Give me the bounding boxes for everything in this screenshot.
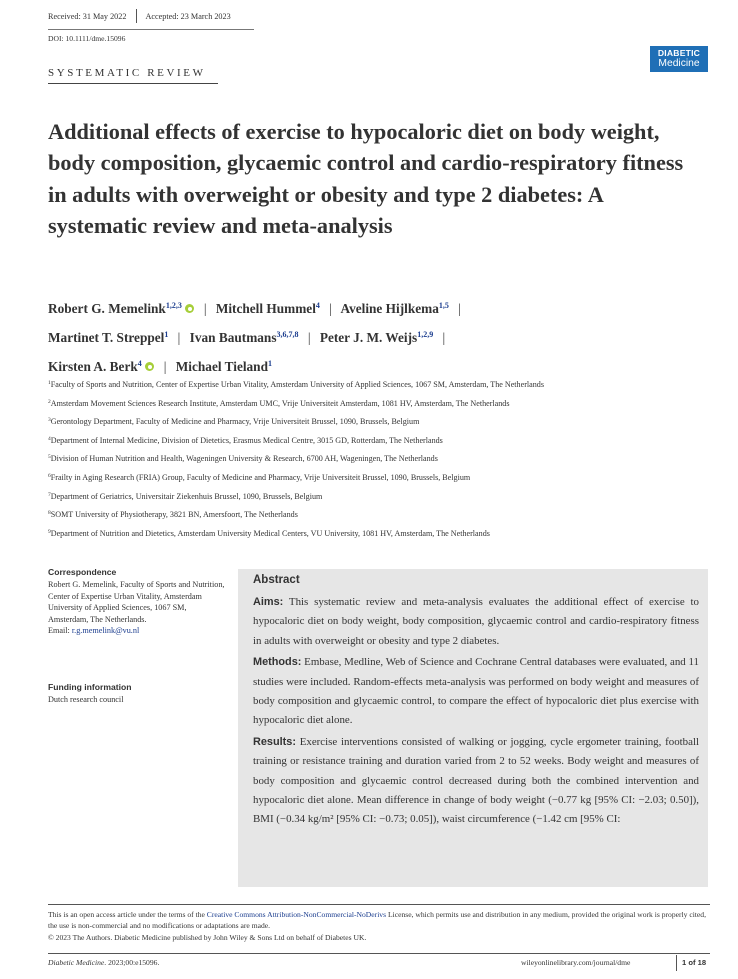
- orcid-icon[interactable]: [145, 362, 154, 371]
- article-title: Additional effects of exercise to hypocaloric diet on body weight, body composition, glycaemic control and cardio-respiratory fitness in adults with overweight or obesity and type 2 diabetes: A systematic review and meta-analysis: [48, 119, 684, 238]
- aims-label: Aims:: [253, 596, 284, 608]
- abstract-box: [238, 569, 708, 887]
- author-affiliation-numbers: 1,5: [438, 301, 449, 310]
- affiliation: [48, 413, 718, 432]
- affiliation: [48, 488, 718, 507]
- header-rule: [48, 29, 254, 30]
- methods-text: Embase, Medline, Web of Science and Cochrane Central databases were evaluated, and 11 studies were included. Random-effects meta-analysis was performed on body weight and measures of body composition and glycaemic control, to compare the effect of hypocaloric diet plus exercise with hypocaloric diet alone.: [253, 656, 699, 727]
- journal-website-link[interactable]: wileyonlinelibrary.com/journal/dme: [521, 958, 631, 967]
- methods-label: Methods:: [253, 656, 302, 669]
- affiliation: [48, 432, 718, 451]
- affiliation-number: 6: [48, 472, 51, 479]
- email-label: Email:: [48, 626, 72, 636]
- author[interactable]: [48, 330, 168, 345]
- affiliation: [48, 450, 718, 469]
- affiliation-text: Gerontology Department, Faculty of Medicine and Pharmacy, Vrije Universiteit Brussel, 1090, Brussels, Belgium: [50, 417, 420, 427]
- funding-block: [48, 682, 228, 706]
- affiliation-list: [48, 376, 718, 543]
- author-name: Michael Tieland: [175, 359, 268, 374]
- copyright-notice: © 2023 The Authors. Diabetic Medicine published by John Wiley & Sons Ltd on behalf of Diabetes UK.: [48, 932, 367, 942]
- author-name: Mitchell Hummel: [215, 301, 316, 316]
- logo-line-2: Medicine: [658, 57, 700, 69]
- affiliation-text: Department of Internal Medicine, Division of Dietetics, Erasmus Medical Centre, 3015 GD, Rotterdam, The Netherlands: [50, 435, 443, 445]
- author-affiliation-numbers: 1: [164, 330, 169, 339]
- license-notice: [48, 909, 708, 943]
- results-text: Exercise interventions consisted of walking or jogging, cycle ergometer training, football training or resistance training and duration varied from 2 to 52 weeks. Body weight and measures of body composition and glycaemic control decreased during both the combined intervention and hypocaloric diet alone. Mean difference in change of body weight (−0.77 kg [95% CI: −2.03; 0.50]), BMI (−0.34 kg/m² [95% CI: −0.73; 0.05]), waist circumference (−1.42 cm [95% CI:: [253, 735, 699, 826]
- page-number-divider: [676, 955, 677, 971]
- author-separator: |: [203, 301, 207, 316]
- funding-text: Dutch research council: [48, 695, 124, 704]
- author-affiliation-numbers: 1,2,3: [165, 301, 182, 310]
- author-name: Aveline Hijlkema: [340, 301, 439, 316]
- affiliation-text: Amsterdam Movement Sciences Research Institute, Amsterdam UMC, Vrije Universiteit Amsterdam, 1081 HV, Amsterdam, The Netherlands: [50, 398, 510, 408]
- orcid-icon[interactable]: [185, 304, 194, 313]
- abstract-aims: [253, 593, 699, 651]
- citation-details: . 2023;00:e15096.: [104, 958, 160, 967]
- funding-heading: Funding information: [48, 682, 132, 692]
- journal-logo: [650, 46, 708, 72]
- correspondence-block: [48, 567, 228, 637]
- received-date: Received: 31 May 2022: [48, 12, 127, 21]
- author[interactable]: [216, 301, 320, 316]
- affiliation-text: Frailty in Aging Research (FRIA) Group, Faculty of Medicine and Pharmacy, Vrije Universiteit Brussel, 1090, Brussels, Belgium: [50, 472, 471, 482]
- logo-line-1: DIABETIC: [657, 48, 701, 58]
- author-separator: |: [442, 330, 446, 345]
- affiliation-text: Department of Nutrition and Dietetics, Amsterdam University Medical Centers, VU University, 1081 HV, Amsterdam, The Netherlands: [50, 528, 490, 538]
- license-link[interactable]: Creative Commons Attribution-NonCommercial-NoDerivs: [206, 910, 387, 919]
- affiliation-number: 7: [48, 491, 51, 498]
- affiliation-number: 3: [48, 417, 51, 424]
- author-affiliation-numbers: 3,6,7,8: [276, 330, 299, 339]
- aims-text: This systematic review and meta-analysis evaluates the additional effect of exercise to hypocaloric diet on body weight, body composition, glycaemic control and cardio-respiratory fitness in adults with overweight or obesity and type 2 diabetes.: [253, 596, 699, 647]
- author-affiliation-numbers: 4: [315, 301, 320, 310]
- affiliation-number: 1: [48, 380, 51, 386]
- author-affiliation-numbers: 1: [267, 359, 272, 368]
- affiliation-text: Department of Geriatrics, Universitair Ziekenhuis Brussel, 1090, Brussels, Belgium: [50, 491, 323, 501]
- affiliation-number: 5: [48, 454, 51, 461]
- journal-name: Diabetic Medicine: [48, 958, 105, 967]
- article-type-label: SYSTEMATIC REVIEW: [48, 67, 206, 79]
- license-rule: [48, 904, 710, 905]
- affiliation-text: Division of Human Nutrition and Health, Wageningen University & Research, 6700 AH, Wageningen, The Netherlands: [50, 454, 438, 464]
- footer-rule: [48, 953, 710, 954]
- affiliation: [48, 376, 718, 395]
- author-list: [48, 293, 698, 380]
- correspondence-text: [48, 579, 228, 637]
- author-affiliation-numbers: 1,2,9: [417, 330, 434, 339]
- results-label: Results:: [253, 735, 296, 748]
- author-separator: |: [329, 301, 332, 316]
- author-separator: |: [307, 330, 311, 345]
- journal-citation: [48, 958, 159, 967]
- page-number: 1 of 18: [682, 958, 707, 967]
- author-separator: |: [177, 330, 181, 345]
- affiliation-number: 8: [48, 510, 51, 517]
- author[interactable]: [320, 330, 433, 345]
- author[interactable]: [48, 359, 154, 374]
- abstract-body: [253, 593, 699, 832]
- author-name: Martinet T. Streppel: [48, 330, 165, 345]
- license-text-2: License, which permits use and distribution in any medium, provided the original work is properly cited, the use is non-commercial and no modifications or adaptations are made.: [48, 910, 706, 931]
- author-name: Robert G. Memelink: [48, 301, 166, 316]
- date-divider: [136, 9, 137, 23]
- abstract-heading: Abstract: [253, 574, 300, 586]
- affiliation-number: 4: [48, 435, 51, 442]
- affiliation-number: 2: [48, 398, 51, 405]
- author[interactable]: [48, 301, 194, 316]
- author[interactable]: [190, 330, 299, 345]
- affiliation: [48, 469, 718, 488]
- author-affiliation-numbers: 4: [137, 359, 142, 368]
- author-name: Ivan Bautmans: [189, 330, 277, 345]
- author[interactable]: [176, 359, 272, 374]
- correspondence-heading: Correspondence: [48, 567, 117, 577]
- abstract-methods: [253, 653, 699, 731]
- affiliation-number: 9: [48, 528, 51, 535]
- email-link[interactable]: r.g.memelink@vu.nl: [71, 626, 140, 636]
- author[interactable]: [340, 301, 448, 316]
- accepted-date: Accepted: 23 March 2023: [145, 12, 231, 21]
- author-name: Peter J. M. Weijs: [319, 330, 418, 345]
- abstract-results: [253, 733, 699, 830]
- affiliation: [48, 395, 718, 414]
- article-type-rule: [48, 83, 218, 84]
- affiliation: [48, 506, 718, 525]
- author-separator: |: [458, 301, 461, 316]
- received-accepted-dates: [48, 12, 231, 23]
- affiliation: [48, 525, 718, 544]
- doi: DOI: 10.1111/dme.15096: [48, 34, 126, 43]
- author-name: Kirsten A. Berk: [48, 359, 138, 374]
- affiliation-text: SOMT University of Physiotherapy, 3821 BN, Amersfoort, The Netherlands: [50, 510, 298, 520]
- affiliation-text: Faculty of Sports and Nutrition, Center of Expertise Urban Vitality, Amsterdam University of Applied Sciences, 1067 SM, Amsterdam, The Netherlands: [50, 380, 544, 389]
- author-separator: |: [163, 359, 167, 374]
- license-text-1: This is an open access article under the terms of the: [48, 910, 207, 919]
- correspondence-address: Robert G. Memelink, Faculty of Sports and Nutrition, Center of Expertise Urban Vitality, Amsterdam University of Applied Sciences, 1067 SM, Amsterdam, The Netherlands.: [48, 580, 225, 624]
